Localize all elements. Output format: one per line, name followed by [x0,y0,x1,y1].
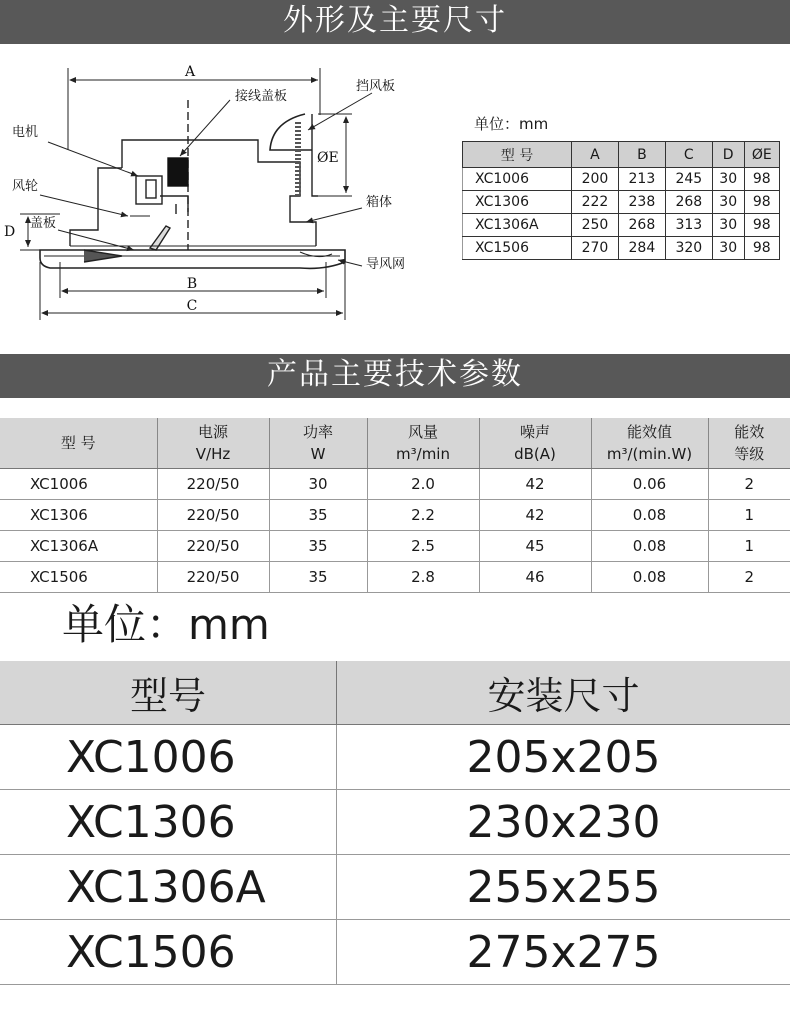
header-cell [591,418,708,469]
install-table-header [0,661,790,725]
table-cell: 270 [572,237,619,260]
table-cell: XC1306 [463,191,572,214]
table-cell: 0.08 [591,500,708,531]
table-cell: 35 [269,500,367,531]
table-cell: 275x275 [337,920,790,985]
table-cell: XC1006 [0,725,337,790]
fan-cross-section-diagram [0,52,450,332]
table-cell: 35 [269,562,367,593]
dim-label-c: C [186,298,198,314]
table-row [0,562,790,593]
table-cell: 250 [572,214,619,237]
header-cell [269,418,367,469]
dim-label-e: ØE [317,150,339,166]
table-row [463,168,780,191]
header-cell [367,418,479,469]
table-cell: 98 [744,214,779,237]
table-cell: 213 [618,168,665,191]
table-cell: 2 [708,562,790,593]
table-cell: 45 [479,531,591,562]
header-cell [0,418,157,469]
table-cell: XC1506 [463,237,572,260]
table-cell: 220/50 [157,500,269,531]
table-cell: XC1306A [0,855,337,920]
table-row [0,469,790,500]
install-unit-label: 单位：mm [62,600,270,649]
table-row [463,237,780,260]
table-cell: 0.06 [591,469,708,500]
table-cell: 2.8 [367,562,479,593]
table-cell: 220/50 [157,531,269,562]
table-cell: 255x255 [337,855,790,920]
table-cell: 98 [744,191,779,214]
table-cell: 30 [269,469,367,500]
table-cell: XC1006 [0,469,157,500]
table-cell: 0.08 [591,562,708,593]
table-cell: 200 [572,168,619,191]
dimension-table-header [463,142,780,168]
table-cell: 205x205 [337,725,790,790]
header-cell [708,418,790,469]
table-cell: 220/50 [157,562,269,593]
label-motor: 电机 [12,125,39,140]
table-cell: 320 [665,237,712,260]
table-row [463,191,780,214]
header-line: 噪声 [519,423,550,441]
table-cell: XC1306A [463,214,572,237]
table-cell: 230x230 [337,790,790,855]
label-cover-plate: 盖板 [30,216,57,231]
table-cell: 268 [618,214,665,237]
dimension-unit-label: 单位：mm [474,115,549,133]
header-cell: 安装尺寸 [337,661,790,725]
table-cell: 245 [665,168,712,191]
table-cell: 30 [712,237,744,260]
table-cell: XC1306 [0,790,337,855]
table-cell: XC1506 [0,562,157,593]
header-line: 能效 [734,423,765,441]
table-cell: 98 [744,168,779,191]
table-cell: 2 [708,469,790,500]
header-line: 能效值 [626,423,672,441]
header-cell: D [712,142,744,168]
header-line: V/Hz [195,445,231,463]
label-housing: 箱体 [366,195,393,210]
dim-label-b: B [186,276,198,292]
label-terminal-cover: 接线盖板 [235,89,288,104]
table-cell: 2.2 [367,500,479,531]
table-cell: XC1306A [0,531,157,562]
table-cell: 98 [744,237,779,260]
header-cell: ØE [744,142,779,168]
header-cell: A [572,142,619,168]
table-row [0,790,790,855]
header-line: m³/(min.W) [606,445,693,463]
table-row [0,725,790,790]
table-cell: XC1306 [0,500,157,531]
dim-label-a: A [184,64,196,80]
table-cell: 42 [479,469,591,500]
header-line: 风量 [407,423,438,441]
table-cell: 35 [269,531,367,562]
table-cell: 238 [618,191,665,214]
header-line: 功率 [302,423,333,441]
table-cell: 222 [572,191,619,214]
header-line: 等级 [734,445,765,463]
table-cell: 2.0 [367,469,479,500]
label-baffle: 挡风板 [356,79,396,94]
table-cell: XC1506 [0,920,337,985]
section-title-text: 外形及主要尺寸 [283,3,507,38]
table-cell: XC1006 [463,168,572,191]
label-grille: 导风网 [366,257,406,272]
table-row [0,531,790,562]
table-cell: 30 [712,214,744,237]
section-title-specs [0,354,790,398]
header-cell [479,418,591,469]
header-line: W [310,445,326,463]
install-size-table [0,661,790,985]
section-title-dimensions [0,0,790,44]
header-line: 电源 [197,423,228,441]
table-row [0,920,790,985]
header-line: m³/min [396,445,450,463]
table-cell: 42 [479,500,591,531]
spec-table-header [0,418,790,469]
header-line: 型 号 [60,434,96,452]
table-cell: 284 [618,237,665,260]
table-cell: 46 [479,562,591,593]
section-title-text: 产品主要技术参数 [267,357,523,392]
table-row [0,500,790,531]
header-cell [157,418,269,469]
header-cell: C [665,142,712,168]
table-cell: 220/50 [157,469,269,500]
table-cell: 1 [708,500,790,531]
header-cell: B [618,142,665,168]
header-cell: 型 号 [463,142,572,168]
table-row [0,855,790,920]
table-cell: 30 [712,168,744,191]
header-cell: 型号 [0,661,337,725]
table-cell: 1 [708,531,790,562]
table-cell: 30 [712,191,744,214]
dim-label-d: D [4,224,16,240]
table-cell: 313 [665,214,712,237]
table-cell: 2.5 [367,531,479,562]
table-cell: 0.08 [591,531,708,562]
header-line: dB(A) [514,445,556,463]
table-row [463,214,780,237]
label-impeller: 风轮 [12,179,39,194]
spec-table [0,418,790,593]
dimension-table [462,141,780,260]
table-cell: 268 [665,191,712,214]
